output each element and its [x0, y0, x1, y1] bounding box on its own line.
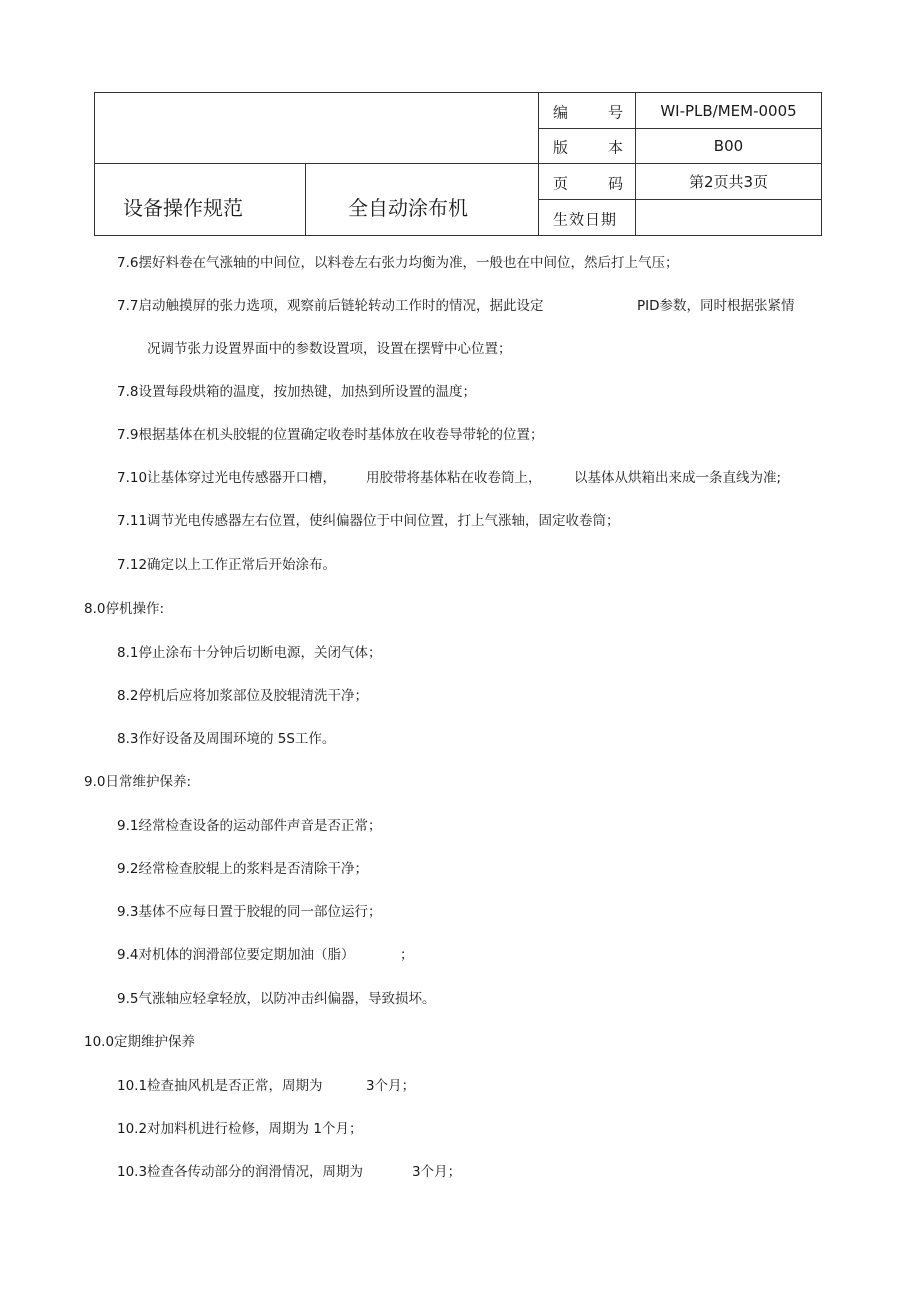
doc-type-title: 设备操作规范 [95, 164, 306, 236]
step-7-9: 7.9根据基体在机头胶辊的位置确定收卷时基体放在收卷导带轮的位置； [117, 427, 544, 443]
code-value: WI-PLB/MEM-0005 [636, 93, 822, 129]
step-7-11: 7.11调节光电传感器左右位置，使纠偏器位于中间位置，打上气涨轴，固定收卷筒； [117, 513, 620, 529]
document-header-table [94, 92, 822, 236]
step-7-10-part3: 以基体从烘箱出来成一条直线为准; [574, 470, 782, 486]
step-7-6: 7.6摆好料卷在气涨轴的中间位，以料卷左右张力均衡为准，一般也在中间位，然后打上气压； [117, 255, 679, 271]
section-9-heading: 9.0日常维护保养: [84, 774, 192, 790]
step-9-4-part2: ； [400, 947, 414, 963]
step-7-7-part2: PID参数，同时根据张紧情 [637, 298, 795, 314]
step-7-12: 7.12确定以上工作正常后开始涂布。 [117, 557, 337, 573]
step-9-1: 9.1经常检查设备的运动部件声音是否正常； [117, 818, 382, 834]
page-label: 页 码 [539, 164, 636, 200]
page-value: 第2页共3页 [636, 164, 822, 200]
code-label: 编 号 [539, 93, 636, 129]
step-8-1: 8.1停止涂布十分钟后切断电源，关闭气体； [117, 645, 382, 661]
step-10-1-part1: 10.1检查抽风机是否正常，周期为 [117, 1078, 323, 1094]
step-7-10-part1: 7.10让基体穿过光电传感器开口槽， [117, 470, 337, 486]
step-8-2: 8.2停机后应将加浆部位及胶辊清洗干净； [117, 688, 368, 704]
step-9-5: 9.5气涨轴应轻拿轻放，以防冲击纠偏器，导致损坏。 [117, 991, 436, 1007]
step-9-2: 9.2经常检查胶辊上的浆料是否清除干净； [117, 861, 368, 877]
step-7-8: 7.8设置每段烘箱的温度，按加热键，加热到所设置的温度； [117, 384, 476, 400]
step-8-3: 8.3作好设备及周围环境的 5S工作。 [117, 731, 336, 747]
header-blank-cell [95, 93, 539, 164]
version-value: B00 [636, 129, 822, 164]
step-10-1-part2: 3个月； [366, 1078, 416, 1094]
section-10-heading: 10.0定期维护保养 [84, 1034, 196, 1050]
step-9-4-part1: 9.4对机体的润滑部位要定期加油（脂） [117, 947, 355, 963]
version-label: 版 本 [539, 129, 636, 164]
step-7-7-part1: 7.7启动触摸屏的张力选项，观察前后链轮转动工作时的情况，据此设定 [117, 298, 544, 314]
step-7-7-part3: 况调节张力设置界面中的参数设置项，设置在摆臂中心位置； [147, 341, 512, 357]
machine-title: 全自动涂布机 [306, 164, 539, 236]
effective-date-value [636, 200, 822, 236]
section-8-heading: 8.0停机操作: [84, 601, 165, 617]
step-10-3-part1: 10.3检查各传动部分的润滑情况，周期为 [117, 1164, 364, 1180]
effective-date-label: 生效日期 [539, 200, 636, 236]
step-10-2: 10.2对加料机进行检修，周期为 1个月； [117, 1121, 363, 1137]
step-7-10-part2: 用胶带将基体粘在收卷筒上， [366, 470, 542, 486]
step-9-3: 9.3基体不应每日置于胶辊的同一部位运行； [117, 904, 382, 920]
step-10-3-part2: 3个月； [412, 1164, 462, 1180]
